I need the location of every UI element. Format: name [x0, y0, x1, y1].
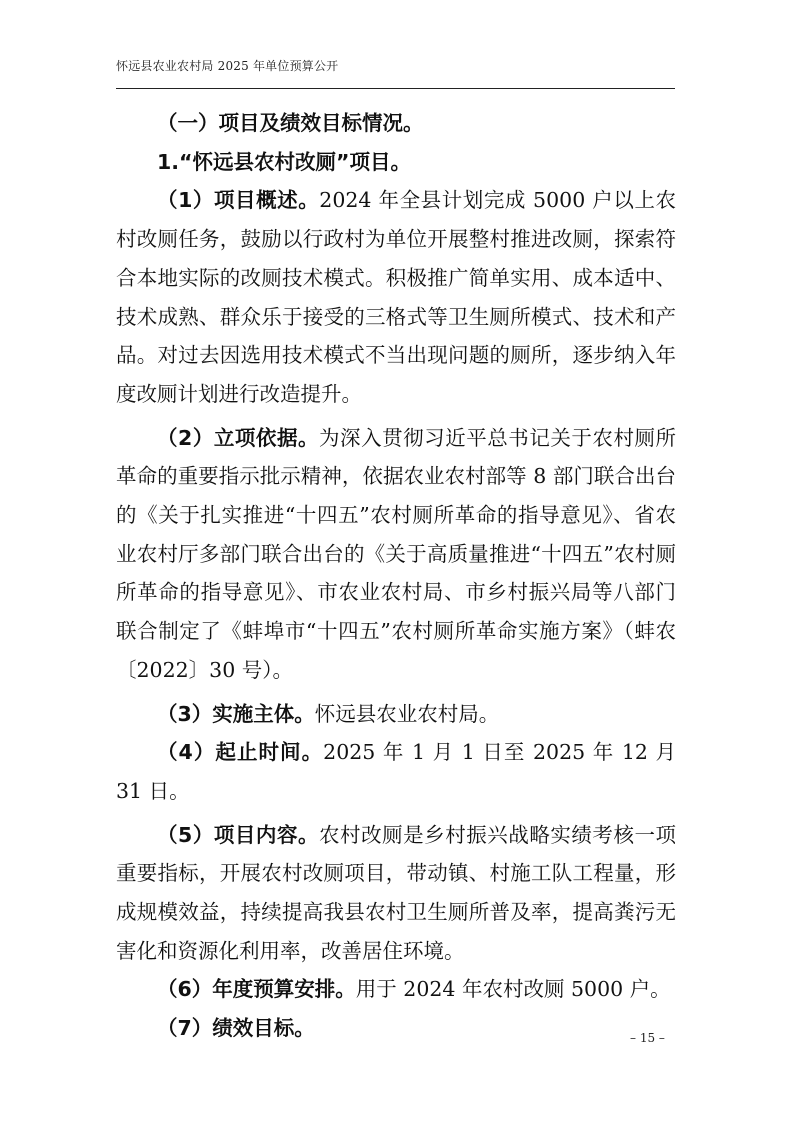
paragraph-performance-goal: [116, 1009, 676, 1048]
paragraph-label: （3）实施主体。: [157, 701, 315, 726]
page-number: – 15 –: [630, 1031, 665, 1045]
page-header: 怀远县农业农村局 2025 年单位预算公开: [116, 59, 339, 73]
paragraph-budget: [116, 970, 676, 1009]
paragraph-text: 2025 年 1 月 1 日至 2025 年 12 月 31 日。: [116, 740, 676, 803]
project-title: 1.“怀远县农村改厕”项目。: [157, 149, 411, 174]
document-body: [116, 104, 676, 1048]
paragraph-text: 用于 2024 年农村改厕 5000 户。: [355, 977, 671, 1002]
section-heading: （一）项目及绩效目标情况。: [157, 111, 424, 135]
paragraph-label: （5）项目内容。: [157, 822, 320, 847]
paragraph-text: 农村改厕是乡村振兴战略实绩考核一项重要指标，开展农村改厕项目，带动镇、村施工队工程量，形成规模效益，持续提高我县农村卫生厕所普及率，提高粪污无害化和资源化利用率，改善居住环境。: [116, 822, 677, 963]
paragraph-text: 怀远县农业农村局。: [314, 701, 500, 726]
paragraph-period: [116, 733, 676, 810]
paragraph-text: 为深入贯彻习近平总书记关于农村厕所革命的重要指示批示精神，依据农业农村部等 8 部门联合出台的《关于扎实推进“十四五”农村厕所革命的指导意见》、省农业农村厅多部门联合出台的《关于高质量推进“十四五”农村厕所革命的指导意见》、市农业农村局、市乡村振兴局等八部门联合制定了《蚌埠市“十四五”农村厕所革命实施方案》（蚌农〔2022〕30 号）。: [116, 425, 677, 682]
paragraph-content: [116, 816, 676, 971]
paragraph-overview: [116, 181, 676, 413]
paragraph-implementer: [116, 695, 676, 734]
header-divider: [116, 88, 675, 89]
paragraph-label: （6）年度预算安排。: [157, 977, 356, 1002]
paragraph-label: （1）项目概述。: [157, 188, 320, 213]
paragraph-label: （2）立项依据。: [157, 425, 320, 450]
paragraph-label: （7）绩效目标。: [157, 1016, 315, 1041]
paragraph-label: （4）起止时间。: [157, 740, 324, 765]
paragraph-basis: [116, 419, 676, 690]
paragraph-text: 2024 年全县计划完成 5000 户以上农村改厕任务，鼓励以行政村为单位开展整村推进改厕，探索符合本地实际的改厕技术模式。积极推广简单实用、成本适中、技术成熟、群众乐于接受的三格式等卫生厕所模式、技术和产品。对过去因选用技术模式不当出现问题的厕所，逐步纳入年度改厕计划进行改造提升。: [116, 188, 677, 406]
